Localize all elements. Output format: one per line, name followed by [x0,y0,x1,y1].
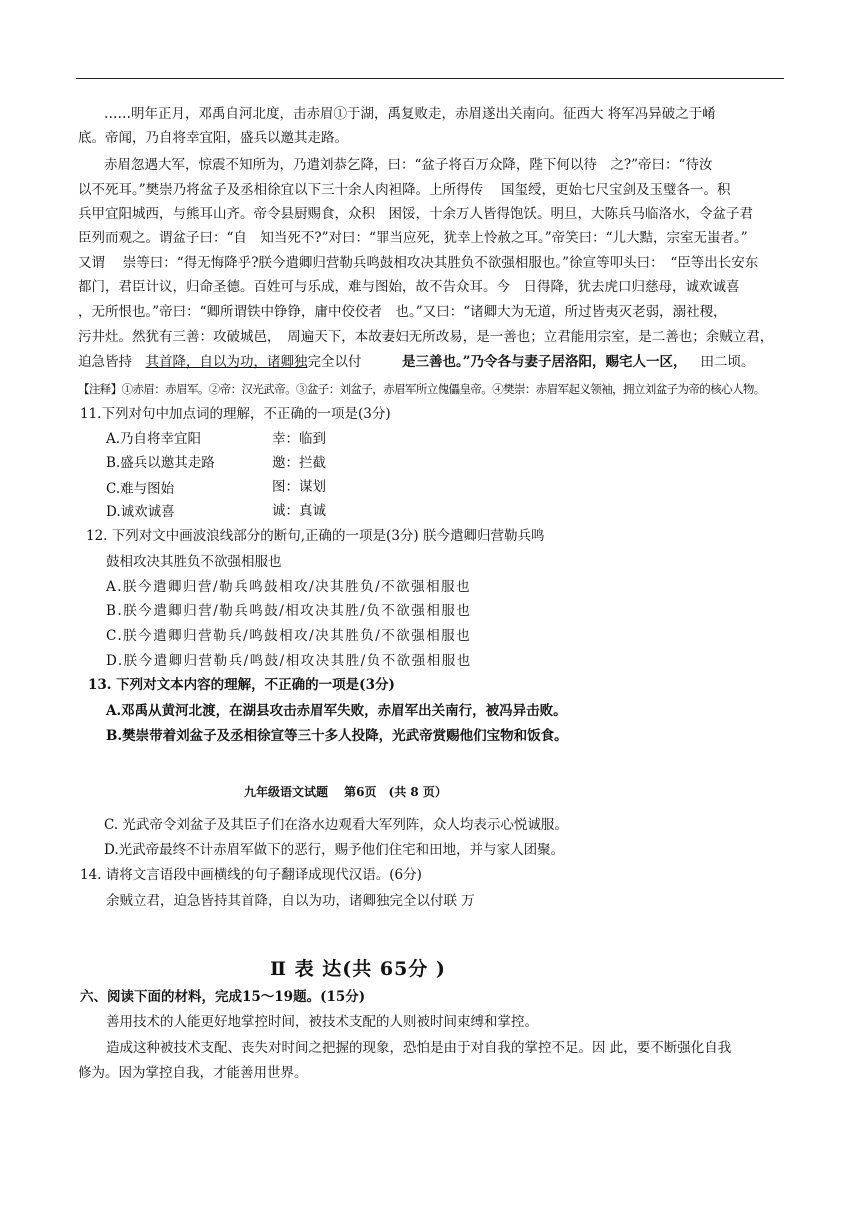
q11-option-a: A.乃自将幸宜阳 [106,431,202,447]
passage-text: 是三善也。”乃令各与妻子居洛阳，赐宅人一区， [402,354,687,370]
q11-option-b: B.盛兵以邀其走路 [106,455,215,471]
passage-line: 兵甲宜阳城西，与熊耳山齐。帝令县厨赐食，众积 困馁，十余万人皆得饱饫。明旦，大陈兵马临洛水，令盆子君 [78,206,753,222]
q11-option-c: C.难与图始 [106,481,175,497]
passage-line: 以不死耳。”樊崇乃将盆子及丞相徐宜以下三十余人肉袒降。上所得传 国玺绶，更始七尺宝剑及玉璧各一。积 [78,182,731,198]
q11-gloss-b: 邀：拦截 [272,455,326,471]
page-footer: 九年级语文试题 第6页 (共 8 页） [244,785,447,799]
q13-option-b: B.樊崇带着刘盆子及丞相徐宣等三十多人投降，光武帝赏赐他们宝物和饭食。 [106,728,568,744]
passage-line: 又谓 崇等曰：“得无悔降乎?朕今遣卿归营勒兵鸣鼓相攻决其胜负不欲强相服也。”徐宣等叩头曰： “臣等出长安东 [78,255,759,271]
q12-option-c: C.朕今遣卿归营勒兵/鸣鼓相攻/决其胜负/不欲强相服也 [106,628,472,644]
passage-line: 都门，君臣计议，归命圣德。百姓可与乐成，难与图始，故不告众耳。今 日得降，犹去虎口归慈母，诚欢诚喜 [78,279,740,295]
material-paragraph: 善用技术的人能更好地掌控时间，被技术支配的人则被时间束缚和掌控。 [106,1014,538,1030]
question-14-stem: 14. 请将文言语段中画横线的句子翻译成现代汉语。(6分) [80,867,422,883]
q12-option-b: B.朕今遣卿归营/勒兵鸣鼓/相攻决其胜/负不欲强相服也 [106,603,472,619]
question-12-stem: 12. 下列对文中画波浪线部分的断句,正确的一项是(3分) 朕今遣卿归营勒兵鸣 [86,528,545,544]
passage-text: 田二顷。 [700,354,755,370]
passage-line: 臣列而观之。谓盆子曰：“自 知当死不?”对曰：“罪当应死，犹幸上怜赦之耳。”帝笑曰：“儿大黠，宗室无蚩者。” [78,230,748,246]
section-title: Ⅱ 表 达(共 65分 ) [270,958,446,980]
header-rule [76,78,784,79]
underlined-sentence: 其首降，自以为功，诸卿独 [145,354,308,370]
passage-line [78,354,755,370]
q11-gloss-d: 诚：真诚 [272,503,326,519]
q13-option-a: A.邓禹从黄河北渡，在湖县攻击赤眉军失败，赤眉军出关南行，被冯异击败。 [106,703,567,719]
passage-line: 赤眉忽遇大军，惊震不知所为，乃遣刘恭乞降，曰：“盆子将百万众降，陛下何以待 之?”帝曰：“待汝 [104,157,713,173]
q11-gloss-c: 图：谋划 [272,479,326,495]
passage-line: 底。帝闻，乃自将幸宜阳，盛兵以邀其走路。 [78,130,348,146]
q12-option-a: A.朕今遣卿归营/勒兵鸣鼓相攻/决其胜负/不欲强相服也 [106,579,472,595]
question-12-stem-cont: 鼓相攻决其胜负不欲强相服也 [106,554,282,570]
q11-gloss-a: 幸：临到 [272,431,326,447]
q14-text: 余贼立君，迫急皆持其首降，自以为功，诸卿独完全以付联 万 [106,893,475,909]
passage-text: 迫急皆持 [78,354,146,370]
material-paragraph: 造成这种被技术支配、丧失对时间之把握的现象，恐怕是由于对自我的掌控不足。因 此，要不断强化自我 [106,1040,732,1056]
q13-option-c: C. 光武帝令刘盆子及其臣子们在洛水边观看大军列阵，众人均表示心悦诚服。 [104,817,568,833]
q11-option-d: D.诚欢诚喜 [106,504,175,520]
section-6-title: 六、阅读下面的材料，完成15～19题。(15分) [80,989,366,1005]
passage-text: 完全以付 [307,354,402,370]
question-11-stem: 11.下列对句中加点词的理解，不正确的一项是(3分) [80,406,391,422]
question-13-stem: 13. 下列对文本内容的理解，不正确的一项是(3分) [88,677,395,693]
q12-option-d: D.朕今遣卿归营勒兵/鸣鼓/相攻决其胜/负不欲强相服也 [106,653,472,669]
annotation-note: 【注释】①赤眉：赤眉军。②帝：汉光武帝。③盆子：刘盆子，赤眉军所立傀儡皇帝。④樊崇：赤眉军起义领袖，拥立刘盆子为帝的核心人物。 [78,382,765,396]
passage-line: 污井灶。然犹有三善：攻破城邑， 周遍天下，本故妻妇无所改易，是一善也；立君能用宗室，是二善也；余贼立君， [78,329,774,345]
material-paragraph: 修为。因为掌控自我，才能善用世界。 [78,1065,308,1081]
passage-line: ，无所恨也。”帝曰：“卿所谓铁中铮铮，庸中佼佼者 也。”又曰：“诸卿大为无道，所过皆夷灭老弱，溺社稷， [78,304,727,320]
passage-line: ……明年正月，邓禹自河北度，击赤眉①于湖，禹复败走，赤眉遂出关南向。征西大 将军冯异破之于崤 [104,106,716,122]
q13-option-d: D.光武帝最终不计赤眉军做下的恶行，赐予他们住宅和田地，并与家人团聚。 [104,842,565,858]
